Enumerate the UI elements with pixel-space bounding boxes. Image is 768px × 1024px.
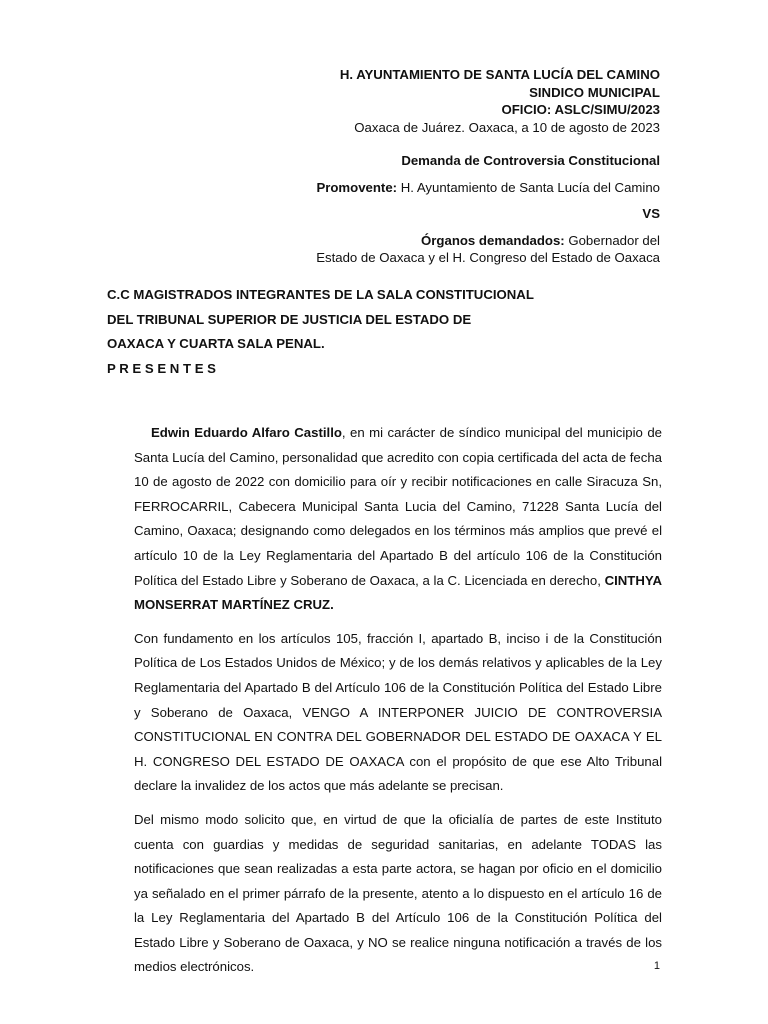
organos-label: Órganos demandados: (421, 232, 565, 248)
addressee-line-1: C.C MAGISTRADOS INTEGRANTES DE LA SALA CONSTITUCIONAL (107, 287, 534, 302)
promovente-line (316, 179, 660, 197)
letterhead (340, 66, 660, 136)
municipality-name: H. AYUNTAMIENTO DE SANTA LUCÍA DEL CAMINO (339, 67, 660, 82)
addressee-line-2: DEL TRIBUNAL SUPERIOR DE JUSTICIA DEL ESTADO DE (107, 311, 472, 327)
organos-line (316, 232, 660, 250)
organos-value-1: Gobernador del (568, 232, 660, 248)
office-name: SINDICO MUNICIPAL (529, 84, 660, 100)
presentes-line: P R E S E N T E S (107, 360, 216, 376)
oficio-number: OFICIO: ASLC/SIMU/2023 (501, 102, 660, 117)
promovente-value: H. Ayuntamiento de Santa Lucía del Camino (400, 179, 660, 195)
promovente-label: Promovente: (316, 179, 398, 195)
paragraph-1 (134, 421, 662, 618)
addressee-line-3: OAXACA Y CUARTA SALA PENAL. (107, 336, 325, 352)
addressee-block (107, 283, 534, 381)
signer-name: Edwin Eduardo Alfaro Castillo (151, 425, 342, 440)
place-date: Oaxaca de Juárez. Oaxaca, a 10 de agosto de 2023 (354, 119, 660, 135)
organos-value-2: Estado de Oaxaca y el H. Congreso del Estado de Oaxaca (316, 250, 660, 265)
document-body (134, 421, 662, 989)
delegate-name: CINTHYA MONSERRAT MARTÍNEZ CRUZ. (134, 572, 662, 613)
case-block (316, 152, 660, 267)
paragraph-2: Con fundamento en los artículos 105, fracción I, apartado B, inciso i de la Constitución Política de Los Estados Unidos de México; y de los demás relativos y aplicables de la Ley Reglamentaria del Apartado B del Artículo 106 de la Constitución Política del Estado Libre y Soberano de Oaxaca, VENGO A INTERPONER JUICIO DE CONTROVERSIA CONSTITUCIONAL EN CONTRA DEL GOBERNADOR DEL ESTADO DE OAXACA Y EL H. CONGRESO DEL ESTADO DE OAXACA con el propósito de que ese Alto Tribunal declare la invalidez de los actos que más adelante se precisan. (134, 630, 662, 794)
paragraph-1-text: , en mi carácter de síndico municipal del municipio de Santa Lucía del Camino, personalidad que acredito con copia certificada del acta de fecha 10 de agosto de 2022 con domicilio para oír y recibir notificaciones en calle Siracuza Sn, FERROCARRIL, Cabecera Municipal Santa Lucia del Camino, 71228 Santa Lucía del Camino, Oaxaca; designando como delegados en los términos más amplios que prevé el artículo 10 de la Ley Reglamentaria del Apartado B del artículo 106 de la Constitución Política del Estado Libre y Soberano de Oaxaca, a la C. Licenciada en derecho, (134, 425, 663, 588)
vs-label: VS (642, 206, 660, 221)
paragraph-3: Del mismo modo solicito que, en virtud de que la oficialía de partes de este Instituto cuenta con guardias y medidas de seguridad sanitarias, en adelante TODAS las notificaciones que sean realizadas a esta parte actora, se hagan por oficio en el domicilio ya señalado en el primer párrafo de la presente, atento a lo dispuesto en el artículo 16 de la Ley Reglamentaria del Apartado B del Artículo 106 de la Constitución Política del Estado Libre y Soberano de Oaxaca, y NO se realice ninguna notificación a través de los medios electrónicos. (134, 811, 662, 975)
case-title: Demanda de Controversia Constitucional (401, 153, 660, 168)
page-number: 1 (653, 960, 660, 972)
